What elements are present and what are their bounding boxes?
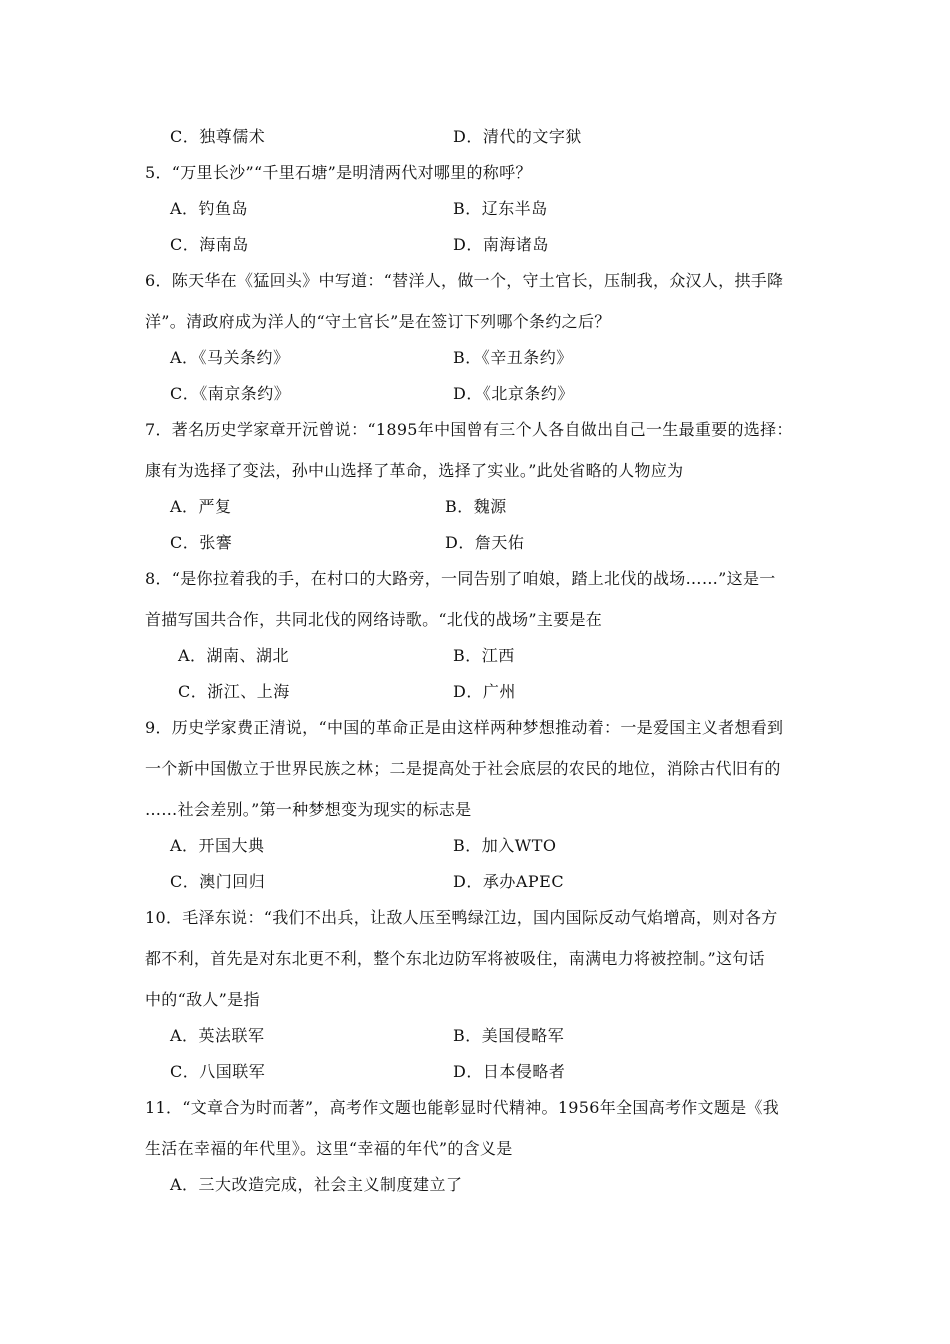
question-7-line-2: 康有为选择了变法，孙中山选择了革命，选择了实业。”此处省略的人物应为 [145, 461, 684, 480]
option-a: A．英法联军 [170, 1026, 265, 1045]
option-b: B．江西 [453, 646, 515, 665]
option-a: A．钓鱼岛 [170, 199, 249, 218]
option-d: D．清代的文字狱 [453, 127, 582, 146]
option-b: B．魏源 [445, 497, 507, 516]
question-5: 5．“万里长沙”“千里石塘”是明清两代对哪里的称呼？ [145, 163, 532, 182]
question-9-line-3: ……社会差别。”第一种梦想变为现实的标志是 [145, 800, 472, 819]
question-8-line-2: 首描写国共合作，共同北伐的网络诗歌。“北伐的战场”主要是在 [145, 610, 603, 629]
question-10-line-1: 10．毛泽东说：“我们不出兵，让敌人压至鸭绿江边，国内国际反动气焰增高，则对各方 [145, 908, 778, 927]
option-a: A．严复 [170, 497, 232, 516]
question-7-line-1: 7．著名历史学家章开沅曾说：“1895年中国曾有三个人各自做出自己一生最重要的选择： [145, 420, 793, 439]
option-d: D．日本侵略者 [453, 1062, 566, 1081]
question-8-line-1: 8．“是你拉着我的手，在村口的大路旁，一同告别了咱娘，踏上北伐的战场……”这是一 [145, 569, 776, 588]
question-9-line-1: 9．历史学家费正清说，“中国的革命正是由这样两种梦想推动着：一是爱国主义者想看到 [145, 718, 784, 737]
option-d: D．《北京条约》 [453, 384, 574, 403]
question-10-line-2: 都不利，首先是对东北更不利，整个东北边防军将被吸住，南满电力将被控制。”这句话 [145, 949, 765, 968]
option-c: C．浙江、上海 [178, 682, 290, 701]
option-c: C．《南京条约》 [170, 384, 291, 403]
question-11-line-2: 生活在幸福的年代里》。这里“幸福的年代”的含义是 [145, 1139, 513, 1158]
option-a: A．三大改造完成，社会主义制度建立了 [170, 1175, 463, 1194]
question-10-line-3: 中的“敌人”是指 [145, 990, 260, 1009]
option-b: B．加入WTO [453, 836, 557, 855]
option-c: C．张謇 [170, 533, 233, 552]
option-c: C．澳门回归 [170, 872, 266, 891]
option-b: B．辽东半岛 [453, 199, 548, 218]
option-d: D．承办APEC [453, 872, 565, 891]
question-9-line-2: 一个新中国傲立于世界民族之林；二是提高处于社会底层的农民的地位，消除古代旧有的 [145, 759, 781, 778]
option-d: D．詹天佑 [445, 533, 525, 552]
question-6-line-2: 洋”。清政府成为洋人的“守土官长”是在签订下列哪个条约之后？ [145, 312, 611, 331]
question-11-line-1: 11．“文章合为时而著”，高考作文题也能彰显时代精神。1956年全国高考作文题是《我 [145, 1098, 780, 1117]
option-c: C．海南岛 [170, 235, 249, 254]
option-c: C．八国联军 [170, 1062, 266, 1081]
option-c: C．独尊儒术 [170, 127, 266, 146]
option-a: A．开国大典 [170, 836, 265, 855]
option-d: D．广州 [453, 682, 516, 701]
option-d: D．南海诸岛 [453, 235, 549, 254]
option-b: B．美国侵略军 [453, 1026, 565, 1045]
question-6-line-1: 6．陈天华在《猛回头》中写道：“替洋人，做一个，守土官长，压制我，众汉人，拱手降 [145, 271, 784, 290]
option-a: A．《马关条约》 [170, 348, 290, 367]
option-b: B．《辛丑条约》 [453, 348, 573, 367]
option-a: A．湖南、湖北 [178, 646, 290, 665]
